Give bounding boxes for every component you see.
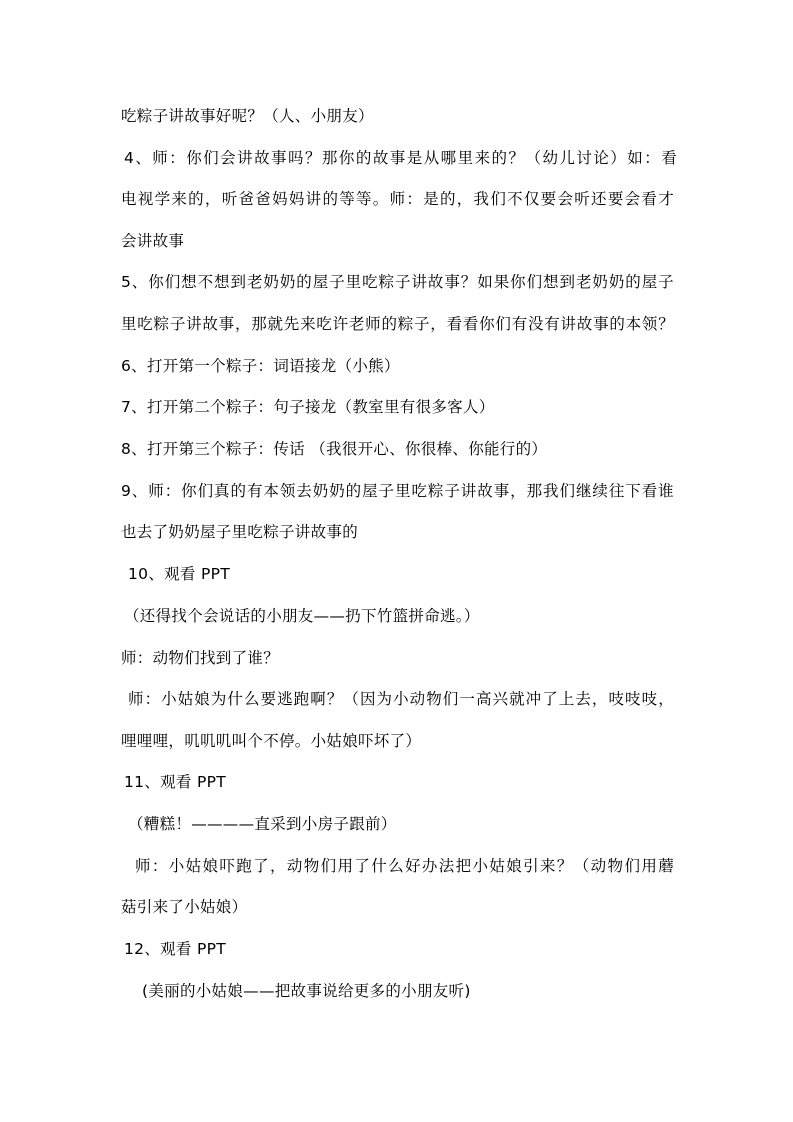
text-line: 5、你们想不想到老奶奶的屋子里吃粽子讲故事？如果你们想到老奶奶的屋子 — [121, 273, 674, 291]
text-line: 8、打开第三个粽子：传话 （我很开心、你很棒、你能行的） — [121, 440, 548, 458]
text-line: (美丽的小姑娘——把故事说给更多的小朋友听) — [142, 982, 471, 1000]
text-line: 10、观看 PPT — [128, 565, 231, 583]
text-line: 里吃粽子讲故事，那就先来吃许老师的粽子，看看你们有没有讲故事的本领？ — [121, 315, 674, 333]
text-line: 11、观看 PPT — [124, 773, 227, 791]
text-line: 7、打开第二个粽子：句子接龙（教室里有很多客人） — [121, 398, 495, 416]
text-line: 9、师：你们真的有本领去奶奶的屋子里吃粽子讲故事，那我们继续往下看谁 — [121, 482, 674, 500]
text-line: 哩哩哩，叽叽叽叫个不停。小姑娘吓坏了） — [121, 732, 422, 750]
text-line: 师：动物们找到了谁？ — [121, 649, 280, 667]
text-line: （还得找个会说话的小朋友——扔下竹篮拼命逃。） — [124, 607, 480, 625]
text-line: 师：小姑娘吓跑了，动物们用了什么好办法把小姑娘引来？（动物们用蘑 — [135, 857, 674, 875]
text-line: 4、师：你们会讲故事吗？那你的故事是从哪里来的？（幼儿讨论）如：看 — [124, 149, 677, 167]
text-line: 菇引来了小姑娘） — [121, 898, 248, 916]
text-line: 会讲故事 — [121, 232, 185, 250]
text-line: 也去了奶奶屋子里吃粽子讲故事的 — [121, 523, 359, 541]
text-line: （糟糕！————直采到小房子跟前） — [128, 815, 397, 833]
text-line: 12、观看 PPT — [124, 940, 227, 958]
text-line: 6、打开第一个粽子：词语接龙（小熊） — [121, 357, 400, 375]
text-line: 师：小姑娘为什么要逃跑啊？（因为小动物们一高兴就冲了上去，吱吱吱， — [128, 690, 674, 708]
text-line: 电视学来的，听爸爸妈妈讲的等等。师：是的，我们不仅要会听还要会看才 — [121, 190, 674, 208]
text-line: 吃粽子讲故事好呢？（人、小朋友） — [121, 107, 374, 125]
